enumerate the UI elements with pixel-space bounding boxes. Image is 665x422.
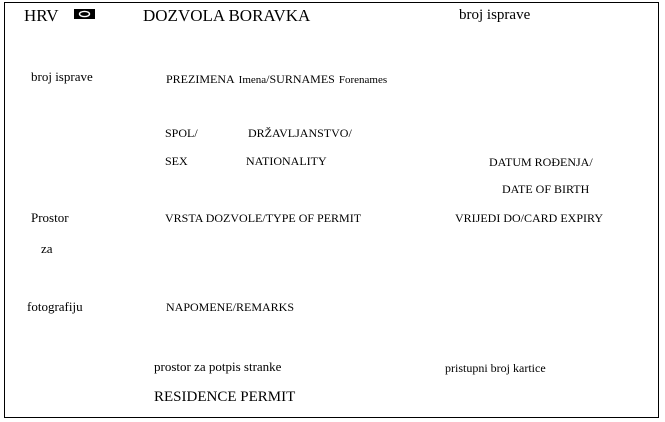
document-title: DOZVOLA BORAVKA	[143, 6, 311, 25]
names-field-label	[166, 71, 387, 87]
photo-area-label-line2: za	[41, 241, 53, 256]
dob-label-hr: DATUM ROĐENJA/	[489, 155, 593, 169]
signature-area-label: prostor za potpis stranke	[154, 359, 282, 374]
residence-permit-title: RESIDENCE PERMIT	[154, 389, 296, 405]
forenames-en: Forenames	[338, 74, 388, 86]
photo-area-label-line1: Prostor	[31, 210, 69, 225]
remarks-label: NAPOMENE/REMARKS	[166, 300, 295, 314]
surnames-hr: PREZIMENA	[166, 72, 235, 86]
country-code: HRV	[24, 6, 59, 25]
residence-permit-card	[4, 2, 659, 418]
doc-number-label: broj isprave	[31, 69, 93, 84]
nationality-label-hr: DRŽAVLJANSTVO/	[248, 126, 352, 140]
photo-area-label-line3: fotografiju	[27, 299, 83, 314]
card-expiry-label: VRIJEDI DO/CARD EXPIRY	[455, 211, 604, 225]
sex-label-hr: SPOL/	[165, 126, 198, 140]
dob-label-en: DATE OF BIRTH	[502, 182, 590, 196]
access-number-label: pristupni broj kartice	[445, 361, 546, 375]
header-doc-number-label: broj isprave	[459, 7, 531, 23]
nationality-label-en: NATIONALITY	[246, 154, 327, 168]
sex-label-en: SEX	[165, 154, 188, 168]
chip-icon	[74, 9, 95, 19]
permit-type-label: VRSTA DOZVOLE/TYPE OF PERMIT	[165, 211, 362, 225]
forenames-hr: Imena	[238, 74, 267, 86]
surnames-en: /SURNAMES	[266, 72, 335, 86]
